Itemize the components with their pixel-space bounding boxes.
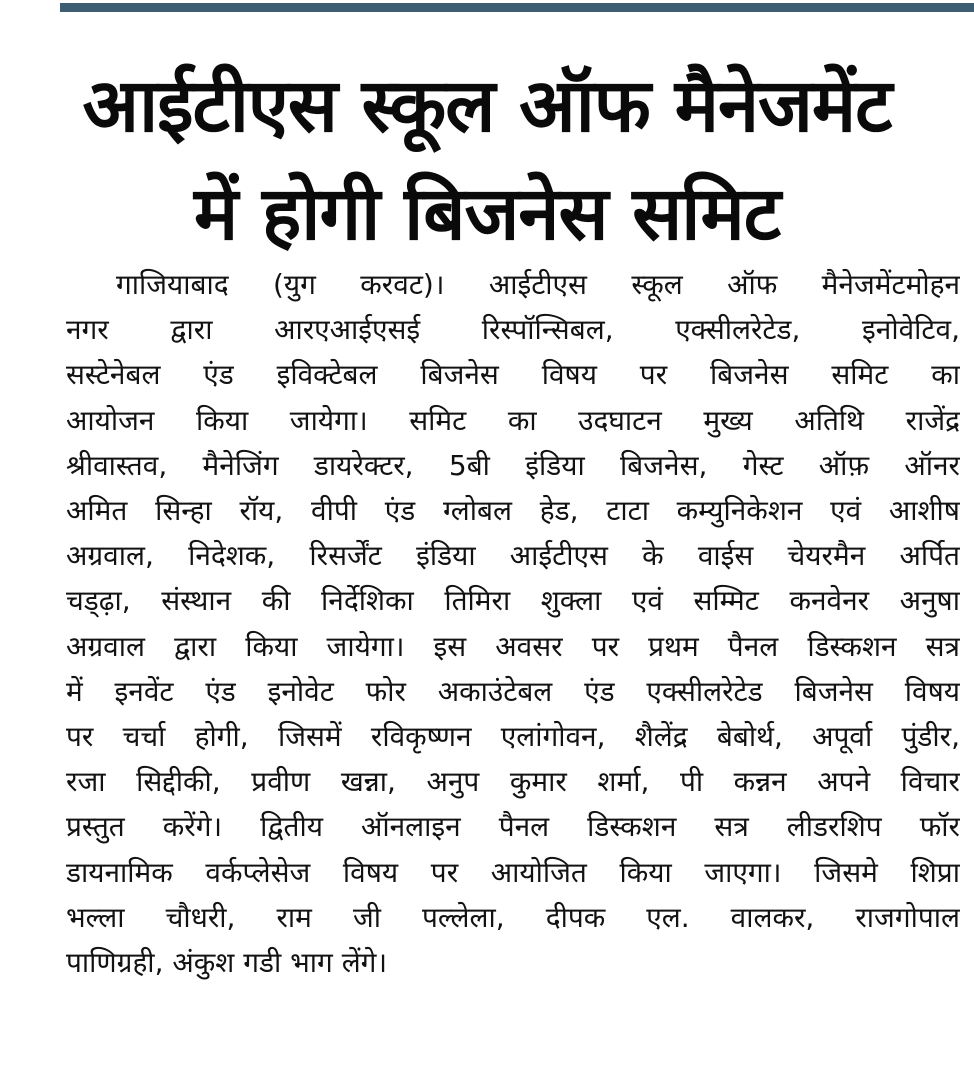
headline-line-1: आईटीएस स्कूल ऑफ मैनेजमेंट	[82, 63, 892, 149]
body-line: प्रस्तुत करेंगे। द्वितीय ऑनलाइन पैनल डिस्कशन सत्र लीडरशिप फॉर	[66, 810, 960, 844]
body-line: में इनवेंट एंड इनोवेट फोर अकाउंटेबल एंड एक्सीलरेटेड बिजनेस विषय	[66, 674, 960, 708]
header-rule	[60, 3, 974, 12]
body-line: सस्टेनेबल एंड इविक्टेबल बिजनेस विषय पर बिजनेस समिट का	[66, 358, 960, 392]
body-line: अग्रवाल द्वारा किया जायेगा। इस अवसर पर प्रथम पैनल डिस्कशन सत्र	[66, 629, 960, 663]
headline-line-2: में होगी बिजनेस समिट	[194, 171, 780, 257]
body-line: अमित सिन्हा रॉय, वीपी एंड ग्लोबल हेड, टाटा कम्युनिकेशन एवं आशीष	[66, 494, 960, 528]
body-line: गाजियाबाद (युग करवट)। आईटीएस स्कूल ऑफ मैनेजमेंटमोहन	[116, 268, 960, 301]
body-line: चड्ढ़ा, संस्थान की निर्देशिका तिमिरा शुक्ला एवं सम्मिट कनवेनर अनुषा	[66, 584, 960, 618]
body-line: आयोजन किया जायेगा। समिट का उदघाटन मुख्य अतिथि राजेंद्र	[66, 403, 960, 437]
body-line: डायनामिक वर्कप्लेसेज विषय पर आयोजित किया जाएगा। जिसमे शिप्रा	[66, 855, 960, 889]
article-body	[66, 262, 960, 985]
body-line: पाणिग्रही, अंकुश गडी भाग लेंगे।	[66, 946, 388, 980]
body-line: अग्रवाल, निदेशक, रिसर्जेंट इंडिया आईटीएस के वाईस चेयरमैन अर्पित	[66, 539, 960, 573]
body-line: रजा सिद्दीकी, प्रवीण खन्ना, अनुप कुमार शर्मा, पी कन्नन अपने विचार	[66, 765, 960, 799]
article-headline	[20, 52, 954, 268]
body-line: नगर द्वारा आरएआईएसई रिस्पॉन्सिबल, एक्सीलरेटेड, इनोवेटिव,	[66, 313, 960, 347]
body-line: भल्ला चौधरी, राम जी पल्लेला, दीपक एल. वालकर, राजगोपाल	[66, 900, 960, 934]
body-line: श्रीवास्तव, मैनेजिंग डायरेक्टर, 5बी इंडिया बिजनेस, गेस्ट ऑफ़ ऑनर	[66, 448, 960, 482]
body-line: पर चर्चा होगी, जिसमें रविकृष्णन एलांगोवन, शैलेंद्र बेबोर्थ, अपूर्वा पुंडीर,	[66, 720, 960, 754]
